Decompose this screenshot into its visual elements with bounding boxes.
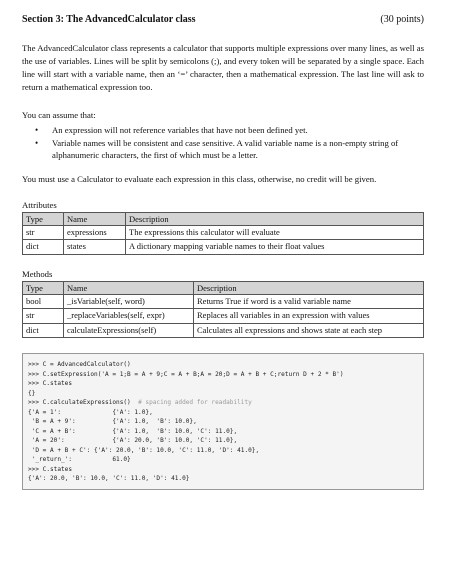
code-text: >>> C.calculateExpressions() — [28, 399, 139, 406]
table-cell: str — [23, 309, 64, 324]
table-cell: Calculates all expressions and shows state at each step — [194, 323, 424, 338]
code-line: 'A = 20': {'A': 20.0, 'B': 10.0, 'C': 11.0}, — [28, 437, 238, 444]
table-cell: str — [23, 225, 64, 240]
section-points: (30 points) — [380, 14, 424, 25]
list-item — [22, 124, 424, 137]
code-example — [22, 353, 424, 490]
code-line: {'A': 20.0, 'B': 10.0, 'C': 11.0, 'D': 41.0} — [28, 475, 190, 482]
table-row — [23, 240, 424, 255]
table-header-row — [23, 212, 424, 225]
column-header: Type — [23, 281, 64, 294]
column-header: Name — [64, 281, 194, 294]
attributes-label: Attributes — [22, 199, 57, 210]
code-line: 'C = A + B': {'A': 1.0, 'B': 10.0, 'C': 11.0}, — [28, 427, 238, 435]
table-cell: states — [64, 240, 126, 255]
methods-table — [22, 281, 424, 339]
intro-paragraph: The AdvancedCalculator class represents a calculator that supports multiple expressions over many lines, as well as the use of variables. Lines will be split by semicolons (;), and every token will be separated by a single space. Each line will start with a variable name, then an ‘=’ character, then a mathematical expression. The last line will ask to return a mathematical expression too. — [22, 43, 424, 92]
code-line: {'A = 1': {'A': 1.0}, — [28, 408, 153, 416]
table-cell: _replaceVariables(self, expr) — [64, 309, 194, 324]
assumptions-list — [22, 124, 424, 162]
requirement-paragraph: You must use a Calculator to evaluate each expression in this class, otherwise, no credit will be given. — [22, 173, 377, 184]
table-row — [23, 323, 424, 338]
table-cell: bool — [23, 294, 64, 309]
assumption-text: An expression will not reference variables that have not been defined yet. — [52, 125, 308, 135]
table-header-row — [23, 281, 424, 294]
section-title: Section 3: The AdvancedCalculator class — [22, 14, 196, 25]
section-header — [22, 14, 424, 25]
code-line: {} — [28, 389, 36, 397]
document-page — [22, 14, 424, 490]
table-cell: dict — [23, 323, 64, 338]
table-row — [23, 309, 424, 324]
table-cell: expressions — [64, 225, 126, 240]
table-cell: dict — [23, 240, 64, 255]
code-line: >>> C.states — [28, 380, 73, 387]
table-cell: Returns True if word is a valid variable name — [194, 294, 424, 309]
attributes-table — [22, 212, 424, 255]
code-comment: # spacing added for readability — [138, 399, 252, 406]
methods-label: Methods — [22, 268, 53, 279]
table-row — [23, 225, 424, 240]
code-line: '_return_': 61.0} — [28, 456, 131, 463]
code-line: >>> C.setExpression('A = 1;B = A + 9;C = A + B;A = 20;D = A + B + C;return D + 2 * B') — [28, 370, 344, 378]
code-line: 'D = A + B + C': {'A': 20.0, 'B': 10.0, 'C': 11.0, 'D': 41.0}, — [28, 446, 260, 454]
code-line: >>> C = AdvancedCalculator() — [28, 361, 131, 368]
column-header: Type — [23, 212, 64, 225]
table-cell: The expressions this calculator will evaluate — [126, 225, 424, 240]
assumptions-label: You can assume that: — [22, 110, 96, 120]
code-line — [28, 398, 418, 408]
assumption-text: Variable names will be consistent and case sensitive. A valid variable name is a non-empty string of alphanumeric characters, the first of which must be a letter. — [52, 137, 399, 160]
code-line: >>> C.states — [28, 465, 73, 473]
table-row — [23, 294, 424, 309]
bullet-icon: • — [35, 125, 39, 135]
list-item — [22, 137, 424, 162]
column-header: Name — [64, 212, 126, 225]
table-cell: Replaces all variables in an expression with values — [194, 309, 424, 324]
code-line: 'B = A + 9': {'A': 1.0, 'B': 10.0}, — [28, 418, 197, 425]
table-cell: A dictionary mapping variable names to their float values — [126, 240, 424, 255]
table-cell: calculateExpressions(self) — [64, 323, 194, 338]
table-cell: _isVariable(self, word) — [64, 294, 194, 309]
column-header: Description — [194, 281, 424, 294]
column-header: Description — [126, 212, 424, 225]
bullet-icon: • — [35, 137, 39, 148]
